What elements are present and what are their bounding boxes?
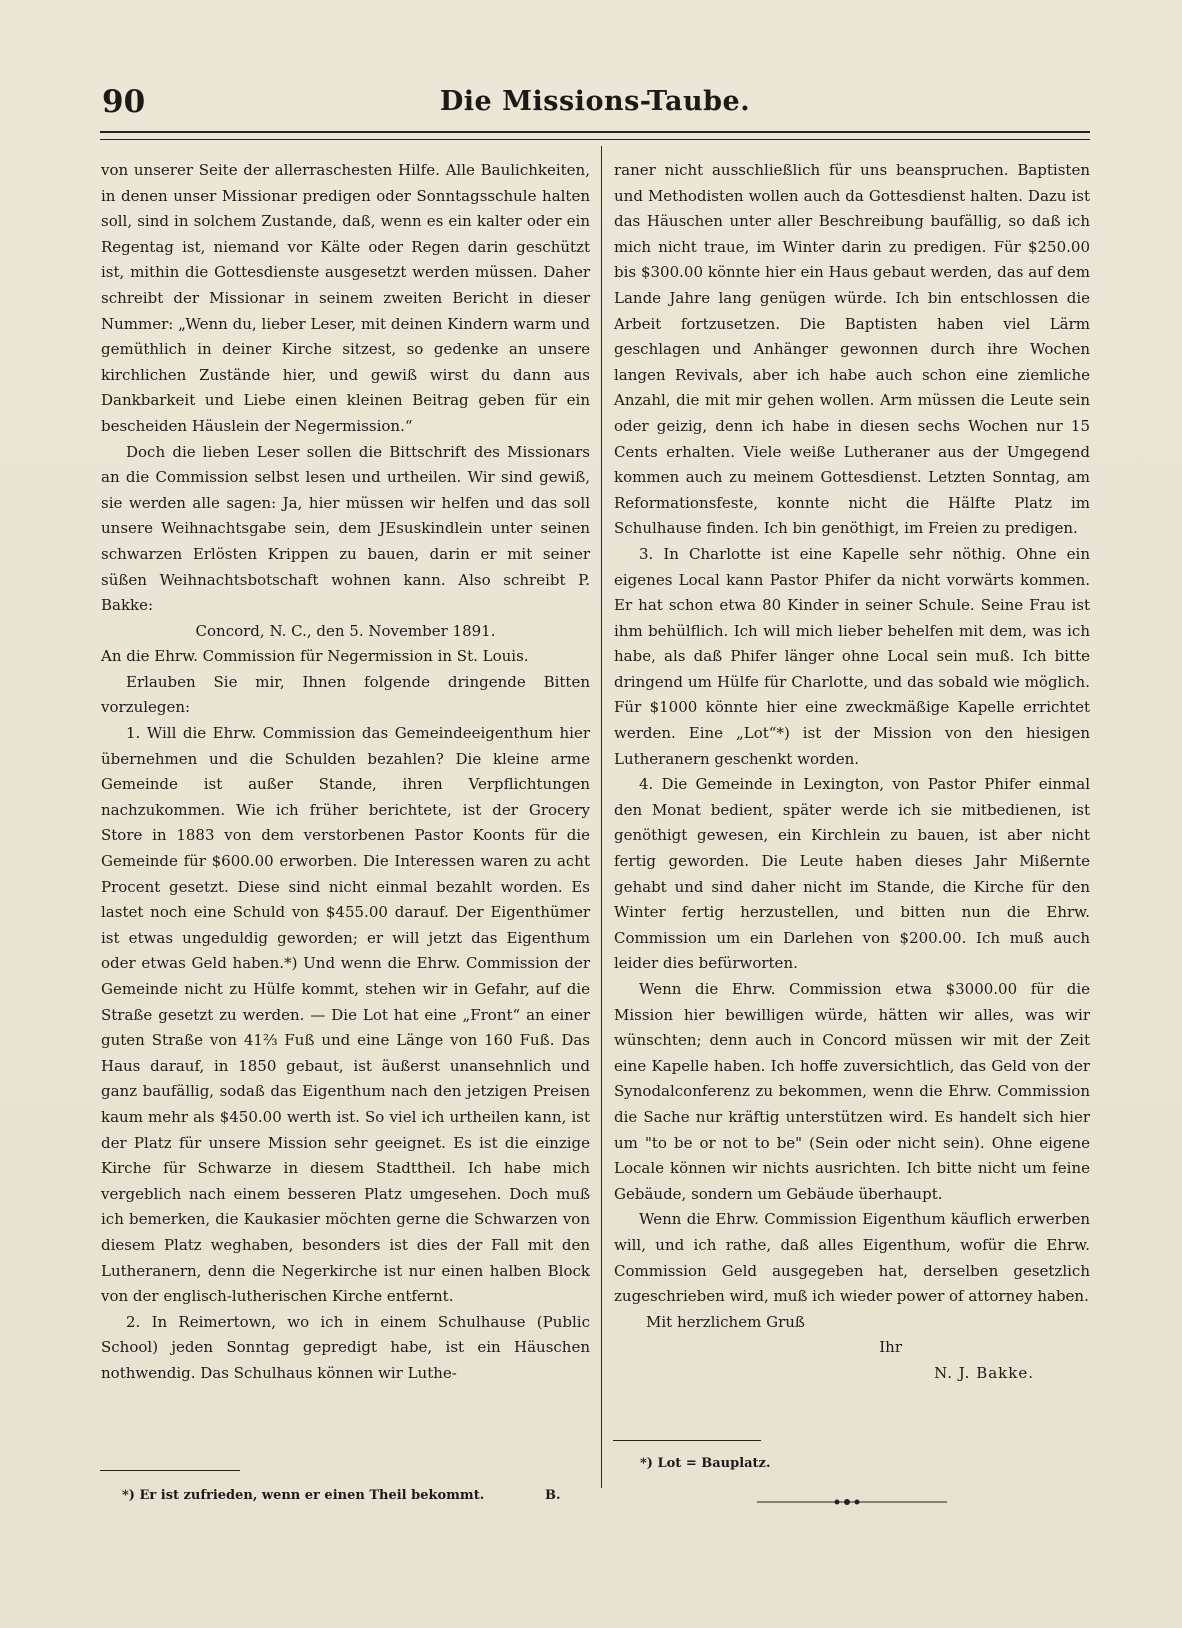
- right-column: [614, 158, 1090, 1387]
- header-rule-top: [100, 131, 1090, 133]
- paragraph: von unserer Seite der allerraschesten Hilfe. Alle Baulichkeiten, in denen unser Missionar predigen oder Sonntagsschule halten soll, sind in solchem Zustande, daß, wenn es ein kalter oder ein Regentag ist, niemand vor Kälte oder Regen darin geschützt ist, mithin die Gottesdienste ausgesetzt werden müssen. Daher schreibt der Missionar in seinem zweiten Bericht in dieser Nummer: „Wenn du, lieber Leser, mit deinen Kindern warm und gemüthlich in deiner Kirche sitzest, so gedenke an unsere kirchlichen Zustände hier, und gewiß wirst du dann aus Dankbarkeit und Liebe einen kleinen Beitrag geben für ein bescheiden Häuslein der Negermission.“: [101, 161, 590, 435]
- column-divider: [601, 146, 602, 1488]
- signature: N. J. Bakke.: [934, 1363, 1034, 1382]
- footnote-rule-left: [100, 1470, 240, 1471]
- letter-dateline: Concord, N. C., den 5. November 1891.: [195, 621, 496, 640]
- journal-title: Die Missions-Taube.: [439, 86, 751, 117]
- footnote-left: *) Er ist zufrieden, wenn er einen Theil bekommt.: [122, 1488, 485, 1503]
- footnote-sign: B.: [545, 1488, 561, 1503]
- ornament-divider-icon: [757, 1497, 947, 1507]
- paragraph: 1. Will die Ehrw. Commission das Gemeindeeigenthum hier übernehmen und die Schulden bezahlen? Die kleine arme Gemeinde ist außer Stande, ihren Verpflichtungen nachzukommen. Wie ich früher berichtete, ist der Grocery Store in 1883 von dem verstorbenen Pastor Koonts für die Gemeinde für $600.00 erworben. Die Interessen waren zu acht Procent gesetzt. Diese sind nicht einmal bezahlt worden. Es lastet noch eine Schuld von $455.00 darauf. Der Eigenthümer ist etwas ungeduldig geworden; er will jetzt das Eigenthum oder etwas Geld haben.*) Und wenn die Ehrw. Commission der Gemeinde nicht zu Hülfe kommt, stehen wir in Gefahr, auf die Straße gesetzt zu werden. — Die Lot hat eine „Front“ an einer guten Straße von 41⅔ Fuß und eine Länge von 160 Fuß. Das Haus darauf, in 1850 gebaut, ist äußerst unansehnlich und ganz baufällig, sodaß das Eigenthum nach den jetzigen Preisen kaum mehr als $450.00 werth ist. So viel ich urtheilen kann, ist der Platz für unsere Mission sehr geeignet. Es ist die einzige Kirche für Schwarze in diesem Stadttheil. Ich habe mich vergeblich nach einem besseren Platz umgesehen. Doch muß ich bemerken, die Kaukasier möchten gerne die Schwarzen von diesem Platz weghaben, besonders ist dies der Fall mit den Lutheranern, denn die Negerkirche ist nur einen halben Block von der englisch-lutherischen Kirche entfernt.: [101, 724, 590, 1306]
- page-number: 90: [102, 84, 146, 120]
- header-rule-bottom: [100, 139, 1090, 140]
- paragraph: Wenn die Ehrw. Commission Eigenthum käuflich erwerben will, und ich rathe, daß alles Eigenthum, wofür die Ehrw. Commission Geld ausgegeben hat, derselben gesetzlich zugeschrieben wird, muß ich wieder power of attorney haben.: [614, 1210, 1090, 1306]
- left-column: [101, 158, 590, 1387]
- footnote-rule-right: [613, 1440, 761, 1441]
- paragraph: Doch die lieben Leser sollen die Bittschrift des Missionars an die Commission selbst lesen und urtheilen. Wir sind gewiß, sie werden alle sagen: Ja, hier müssen wir helfen und das soll unsere Weihnachtsgabe sein, dem JEsuskindlein unter seinen schwarzen Erlösten Krippen zu bauen, darin er mit seiner süßen Weihnachtsbotschaft wohnen kann. Also schreibt P. Bakke:: [101, 442, 590, 615]
- paragraph: Wenn die Ehrw. Commission etwa $3000.00 für die Mission hier bewilligen würde, hätten wir alles, was wir wünschten; denn auch in Concord müssen wir mit der Zeit eine Kapelle haben. Ich hoffe zuversichtlich, das Geld von der Synodalconferenz zu bekommen, wenn die Ehrw. Commission die Sache nur kräftig unterstützen wird. Es handelt sich hier um "to be or not to be" (Sein oder nicht sein). Ohne eigene Locale können wir nichts ausrichten. Ich bitte nicht um feine Gebäude, sondern um Gebäude überhaupt.: [614, 980, 1090, 1203]
- page-header: [100, 78, 1090, 128]
- paragraph: raner nicht ausschließlich für uns beanspruchen. Baptisten und Methodisten wollen auch da Gottesdienst halten. Dazu ist das Häuschen unter aller Beschreibung baufällig, so daß ich mich nicht traue, im Winter darin zu predigen. Für $250.00 bis $300.00 könnte hier ein Haus gebaut werden, das auf dem Lande Jahre lang genügen würde. Ich bin entschlossen die Arbeit fortzusetzen. Die Baptisten haben viel Lärm geschlagen und Anhänger gewonnen durch ihre Wochen langen Revivals, aber ich habe auch schon eine ziemliche Anzahl, die mit mir gehen wollen. Arm müssen die Leute sein oder geizig, denn ich habe in diesen sechs Wochen nur 15 Cents erhalten. Viele weiße Lutheraner aus der Umgegend kommen auch zu meinem Gottesdienst. Letzten Sonntag, am Reformationsfeste, konnte nicht die Hälfte Platz im Schulhause finden. Ich bin genöthigt, im Freien zu predigen.: [614, 161, 1090, 538]
- paragraph: 4. Die Gemeinde in Lexington, von Pastor Phifer einmal den Monat bedient, später werde ich sie mitbedienen, ist genöthigt gewesen, ein Kirchlein zu bauen, ist aber nicht fertig geworden. Die Leute haben dieses Jahr Mißernte gehabt und sind daher nicht im Stande, die Kirche für den Winter fertig herzustellen, und bitten nun die Ehrw. Commission um ein Darlehen von $200.00. Ich muß auch leider dies befürworten.: [614, 775, 1090, 973]
- closing-greeting: Mit herzlichem Gruß: [646, 1312, 805, 1331]
- letter-address: An die Ehrw. Commission für Negermission in St. Louis.: [101, 647, 529, 666]
- paragraph: 3. In Charlotte ist eine Kapelle sehr nöthig. Ohne ein eigenes Local kann Pastor Phifer da nicht vorwärts kommen. Er hat schon etwa 80 Kinder in seiner Schule. Seine Frau ist ihm behülflich. Ich will mich lieber behelfen mit dem, was ich habe, als daß Phifer länger ohne Local sein muß. Ich bitte dringend um Hülfe für Charlotte, und das sobald wie möglich. Für $1000 könnte hier eine zweckmäßige Kapelle errichtet werden. Eine „Lot“*) ist der Mission von den hiesigen Lutheranern geschenkt worden.: [614, 544, 1090, 768]
- closing-ihr: Ihr: [879, 1338, 902, 1357]
- footnote-right: *) Lot = Bauplatz.: [640, 1456, 771, 1471]
- paragraph: 2. In Reimertown, wo ich in einem Schulhause (Public School) jeden Sonntag gepredigt habe, ist ein Häuschen nothwendig. Das Schulhaus können wir Luthe-: [101, 1312, 590, 1382]
- paragraph: Erlauben Sie mir, Ihnen folgende dringende Bitten vorzulegen:: [101, 672, 590, 717]
